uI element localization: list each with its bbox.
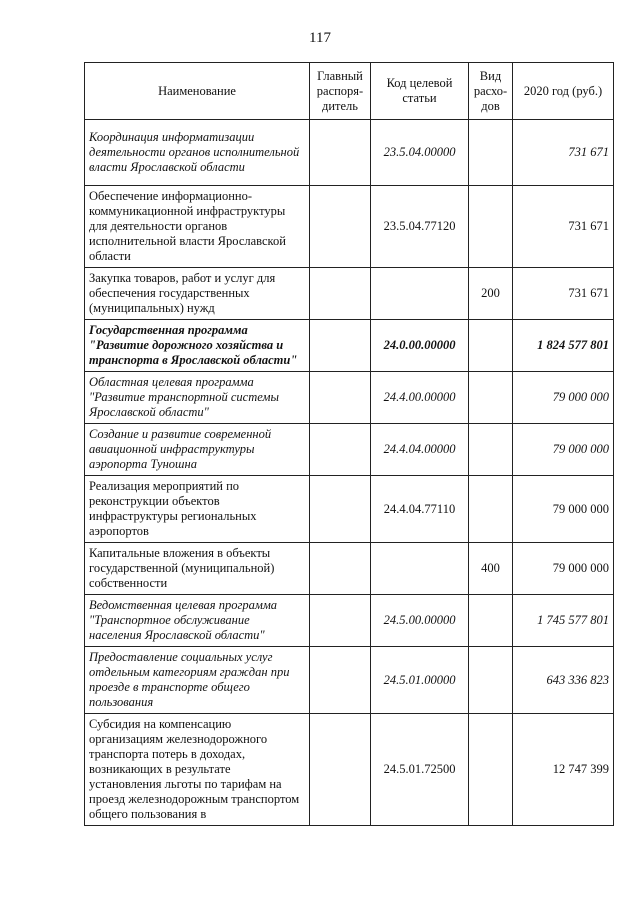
row-amount-cell: 79 000 000: [513, 424, 614, 476]
row-amount-cell: 79 000 000: [513, 543, 614, 595]
row-main-manager-cell: [310, 424, 371, 476]
row-main-manager-cell: [310, 320, 371, 372]
table-row: [85, 186, 614, 268]
row-expense-kind-cell: 400: [469, 543, 513, 595]
row-amount-cell: 12 747 399: [513, 714, 614, 826]
row-amount-cell: 731 671: [513, 268, 614, 320]
row-main-manager-cell: [310, 120, 371, 186]
table-row: [85, 320, 614, 372]
row-main-manager-cell: [310, 714, 371, 826]
row-target-code-cell: 24.5.01.00000: [371, 647, 469, 714]
row-expense-kind-cell: [469, 372, 513, 424]
table-row: [85, 714, 614, 826]
row-name-cell: Закупка товаров, работ и услуг для обеспечения государственных (муниципальных) нужд: [85, 268, 310, 320]
row-amount-cell: 731 671: [513, 186, 614, 268]
table-row: [85, 120, 614, 186]
table-row: [85, 595, 614, 647]
row-target-code-cell: [371, 543, 469, 595]
row-name-cell: Обеспечение информационно-коммуникационной инфраструктуры для деятельности органов исполнительной власти Ярославской области: [85, 186, 310, 268]
header-name: Наименование: [85, 63, 310, 120]
row-name-cell: Координация информатизации деятельности органов исполнительной власти Ярославской области: [85, 120, 310, 186]
row-amount-cell: 1 824 577 801: [513, 320, 614, 372]
table-header-row: [85, 63, 614, 120]
table-row: [85, 268, 614, 320]
table-row: [85, 543, 614, 595]
row-target-code-cell: 24.0.00.00000: [371, 320, 469, 372]
row-main-manager-cell: [310, 595, 371, 647]
row-expense-kind-cell: [469, 120, 513, 186]
row-expense-kind-cell: [469, 714, 513, 826]
row-amount-cell: 79 000 000: [513, 372, 614, 424]
row-name-cell: Областная целевая программа "Развитие транспортной системы Ярославской области": [85, 372, 310, 424]
header-main-manager: Главный распоря-дитель: [310, 63, 371, 120]
header-target-code: Код целевой статьи: [371, 63, 469, 120]
row-target-code-cell: 24.5.01.72500: [371, 714, 469, 826]
row-name-cell: Субсидия на компенсацию организациям железнодорожного транспорта потерь в доходах, возникающих в результате установления льготы по тарифам на проезд железнодорожным транспортом общего пользования в: [85, 714, 310, 826]
row-main-manager-cell: [310, 372, 371, 424]
row-amount-cell: 79 000 000: [513, 476, 614, 543]
row-name-cell: Ведомственная целевая программа "Транспортное обслуживание населения Ярославской области": [85, 595, 310, 647]
row-main-manager-cell: [310, 476, 371, 543]
row-name-cell: Государственная программа "Развитие дорожного хозяйства и транспорта в Ярославской области": [85, 320, 310, 372]
table-row: [85, 647, 614, 714]
table-row: [85, 372, 614, 424]
row-name-cell: Предоставление социальных услуг отдельным категориям граждан при проезде в транспорте общего пользования: [85, 647, 310, 714]
row-target-code-cell: 24.5.00.00000: [371, 595, 469, 647]
row-amount-cell: 1 745 577 801: [513, 595, 614, 647]
page-number: 117: [309, 30, 331, 46]
row-main-manager-cell: [310, 186, 371, 268]
row-expense-kind-cell: [469, 595, 513, 647]
row-target-code-cell: 24.4.00.00000: [371, 372, 469, 424]
row-main-manager-cell: [310, 647, 371, 714]
row-amount-cell: 731 671: [513, 120, 614, 186]
row-target-code-cell: 24.4.04.00000: [371, 424, 469, 476]
row-target-code-cell: 23.5.04.77120: [371, 186, 469, 268]
row-expense-kind-cell: 200: [469, 268, 513, 320]
row-name-cell: Создание и развитие современной авиационной инфраструктуры аэропорта Туношна: [85, 424, 310, 476]
row-expense-kind-cell: [469, 424, 513, 476]
row-target-code-cell: 24.4.04.77110: [371, 476, 469, 543]
header-expense-kind: Вид расхо-дов: [469, 63, 513, 120]
table-row: [85, 424, 614, 476]
table-row: [85, 476, 614, 543]
row-main-manager-cell: [310, 543, 371, 595]
row-target-code-cell: [371, 268, 469, 320]
header-year-2020: 2020 год (руб.): [513, 63, 614, 120]
row-expense-kind-cell: [469, 320, 513, 372]
row-name-cell: Реализация мероприятий по реконструкции объектов инфраструктуры региональных аэропортов: [85, 476, 310, 543]
row-expense-kind-cell: [469, 186, 513, 268]
row-name-cell: Капитальные вложения в объекты государственной (муниципальной) собственности: [85, 543, 310, 595]
row-amount-cell: 643 336 823: [513, 647, 614, 714]
row-expense-kind-cell: [469, 476, 513, 543]
budget-table: [84, 62, 614, 826]
row-target-code-cell: 23.5.04.00000: [371, 120, 469, 186]
row-expense-kind-cell: [469, 647, 513, 714]
row-main-manager-cell: [310, 268, 371, 320]
